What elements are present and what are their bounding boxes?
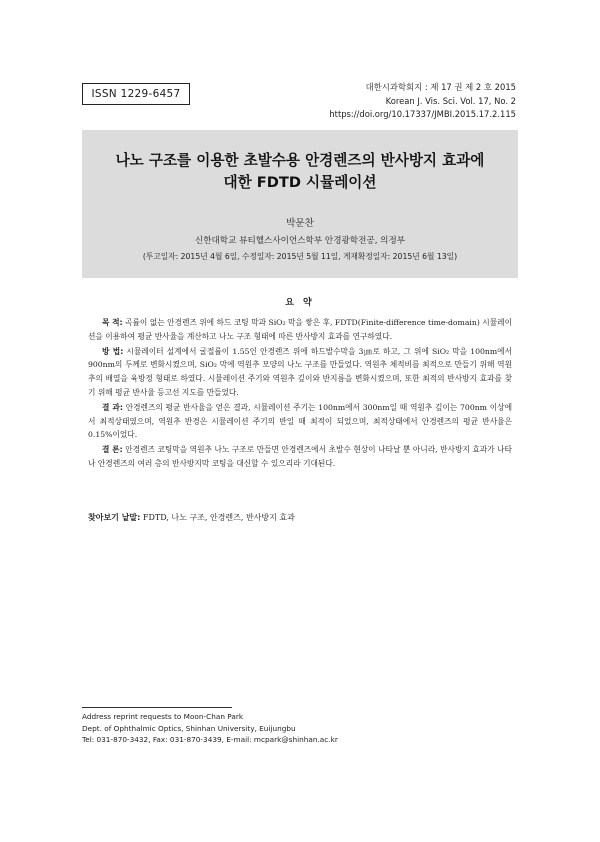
correspondence-footnote [82, 711, 502, 746]
issn-box [82, 83, 190, 105]
methods-text: 시뮬레이터 설계에서 굴절률이 1.55인 안경렌즈 위에 하드발수막을 3㎛로 하고, 그 위에 SiO₂ 막을 100nm에서 900nm의 두께로 변화시켰으며, SiO₂ 막에 역원추 모양의 나노 구조를 만들었다. 역원추 체적비를 최적으로 만들기 위해 역원추의 배열을 육방정 형태로 하였다. 시뮬레이션 주기와 역원추 깊이와 반지름을 변화시켰으며, 또한 최적의 반사방지 효과를 찾기 위해 평균 반사율 등고선 지도를 만들었다. [88, 346, 512, 397]
methods-label: 방 법: [102, 346, 124, 356]
paper-title-line-2: 대한 FDTD 시뮬레이션 [223, 174, 377, 191]
journal-info [329, 81, 516, 122]
abstract-conclusion [88, 443, 512, 471]
footnote-divider [82, 707, 232, 708]
keywords [88, 512, 512, 523]
issn-text: ISSN 1229-6457 [91, 88, 181, 100]
abstract-heading: 요 약 [285, 298, 315, 308]
abstract-results [88, 401, 512, 442]
paper-title-line-1: 나노 구조를 이용한 초발수용 안경렌즈의 반사방지 효과에 [115, 152, 485, 169]
abstract-body [88, 316, 512, 471]
keywords-label: 찾아보기 낱말: [88, 513, 141, 522]
results-text: 안경렌즈의 평균 반사율을 얻은 결과, 시뮬레이션 주기는 100nm에서 300nm일 때 역원추 깊이는 700nm 이상에서 최적상태였으며, 역원추 반경은 시뮬레이션 주기의 반일 때 최적이 되었으며, 최적상태에서 안경렌즈의 평균 반사율은 0.15%이었다. [88, 402, 512, 440]
journal-english-citation: Korean J. Vis. Sci. Vol. 17, No. 2 [385, 95, 516, 106]
submission-dates: (투고일자: 2015년 4월 6일, 수정일자: 2015년 5월 11일, 게재확정일자: 2015년 6월 13일) [142, 252, 458, 261]
author-name: 박문찬 [286, 218, 314, 229]
footnote-contact-line: Tel: 031-870-3432, Fax: 031-870-3439, E-mail: mcpark@shinhan.ac.kr [82, 735, 338, 745]
abstract-purpose [88, 316, 512, 344]
purpose-label: 목 적: [102, 318, 123, 327]
results-label: 결 과: [102, 402, 123, 412]
footnote-department-line: Dept. of Ophthalmic Optics, Shinhan University, Euijungbu [82, 723, 296, 733]
conclusion-label: 결 론: [102, 445, 123, 455]
conclusion-text: 안경렌즈 코팅막을 역원추 나노 구조로 만들면 안경렌즈에서 초발수 현상이 나타날 뿐 아니라, 반사방지 효과가 나타나 안경렌즈의 여러 층의 반사방지막 코팅을 대신할 수 있으리라 기대된다. [88, 445, 512, 468]
keywords-list: FDTD, 나노 구조, 안경렌즈, 반사방지 효과 [140, 513, 295, 522]
purpose-text: 곡률이 없는 안경렌즈 위에 하드 코팅 막과 SiO₂ 막을 쌓은 후, FDTD(Finite-difference time-domain) 시뮬레이션을 이용하여 평균 반사율을 계산하고 나노 구조 형태에 따른 반사방지 효과를 연구하였다. [88, 318, 512, 341]
footnote-reprint-line: Address reprint requests to Moon-Chan Park [82, 712, 244, 721]
author-affiliation: 신한대학교 뷰티헬스사이언스학부 안경광학전공, 의정부 [194, 236, 406, 246]
abstract-methods [88, 345, 512, 400]
paper-title [82, 150, 518, 194]
journal-korean-citation: 대한시과학회지 : 제 17 권 제 2 호 2015 [365, 82, 516, 92]
doi-link[interactable]: https://doi.org/10.17337/JMBI.2015.17.2.115 [329, 109, 516, 119]
title-block [82, 130, 518, 278]
